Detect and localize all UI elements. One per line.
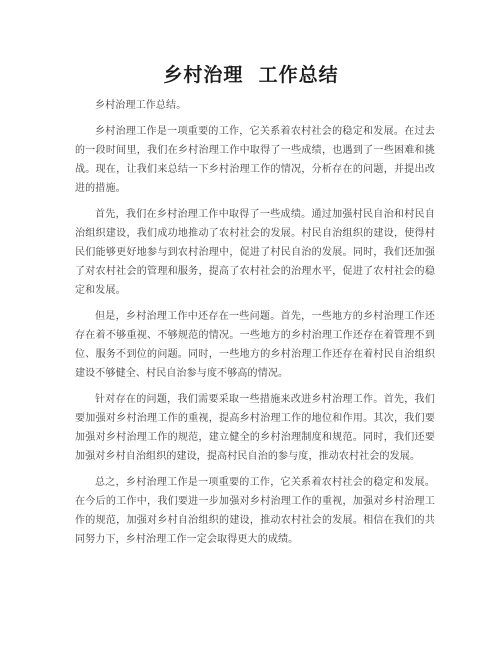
- paragraph-problems: 但是，乡村治理工作中还存在一些问题。首先，一些地方的乡村治理工作还存在着不够重视、不够规范的情况。一些地方的乡村治理工作还存在着管理不到位、服务不到位的问题。同时，一些地方的乡村治理工作还存在着村民自治组织建设不够健全、村民自治参与度不够高的情况。: [75, 311, 435, 379]
- paragraph-conclusion: 总之，乡村治理工作是一项重要的工作，它关系着农村社会的稳定和发展。在今后的工作中，我们要进一步加强对乡村治理工作的重视，加强对乡村治理工作的规范，加强对乡村自治组织的建设，推动农村社会的发展。相信在我们的共同努力下，乡村治理工作一定会取得更大的成绩。: [75, 477, 435, 545]
- paragraph-overview: 乡村治理工作是一项重要的工作，它关系着农村社会的稳定和发展。在过去的一段时间里，我们在乡村治理工作中取得了一些成绩，也遇到了一些困难和挑战。现在，让我们来总结一下乡村治理工作的情况，分析存在的问题，并提出改进的措施。: [75, 126, 435, 194]
- document-title: 乡村治理 工作总结: [163, 64, 339, 86]
- paragraph-measures: 针对存在的问题，我们需要采取一些措施来改进乡村治理工作。首先，我们要加强对乡村治理工作的重视，提高乡村治理工作的地位和作用。其次，我们要加强对乡村治理工作的规范，建立健全的乡村治理制度和规范。同时，我们还要加强对乡村自治组织的建设，提高村民自治的参与度，推动农村社会的发展。: [75, 394, 435, 462]
- document-body: [75, 96, 435, 556]
- paragraph-intro: 乡村治理工作总结。: [95, 100, 187, 111]
- paragraph-achievements: 首先，我们在乡村治理工作中取得了一些成绩。通过加强村民自治和村民自治组织建设，我们成功地推动了农村社会的发展。村民自治组织的建设，使得村民们能够更好地参与到农村治理中，促进了村民自治的发展。同时，我们还加强了对农村社会的管理和服务，提高了农村社会的治理水平，促进了农村社会的稳定和发展。: [75, 209, 435, 296]
